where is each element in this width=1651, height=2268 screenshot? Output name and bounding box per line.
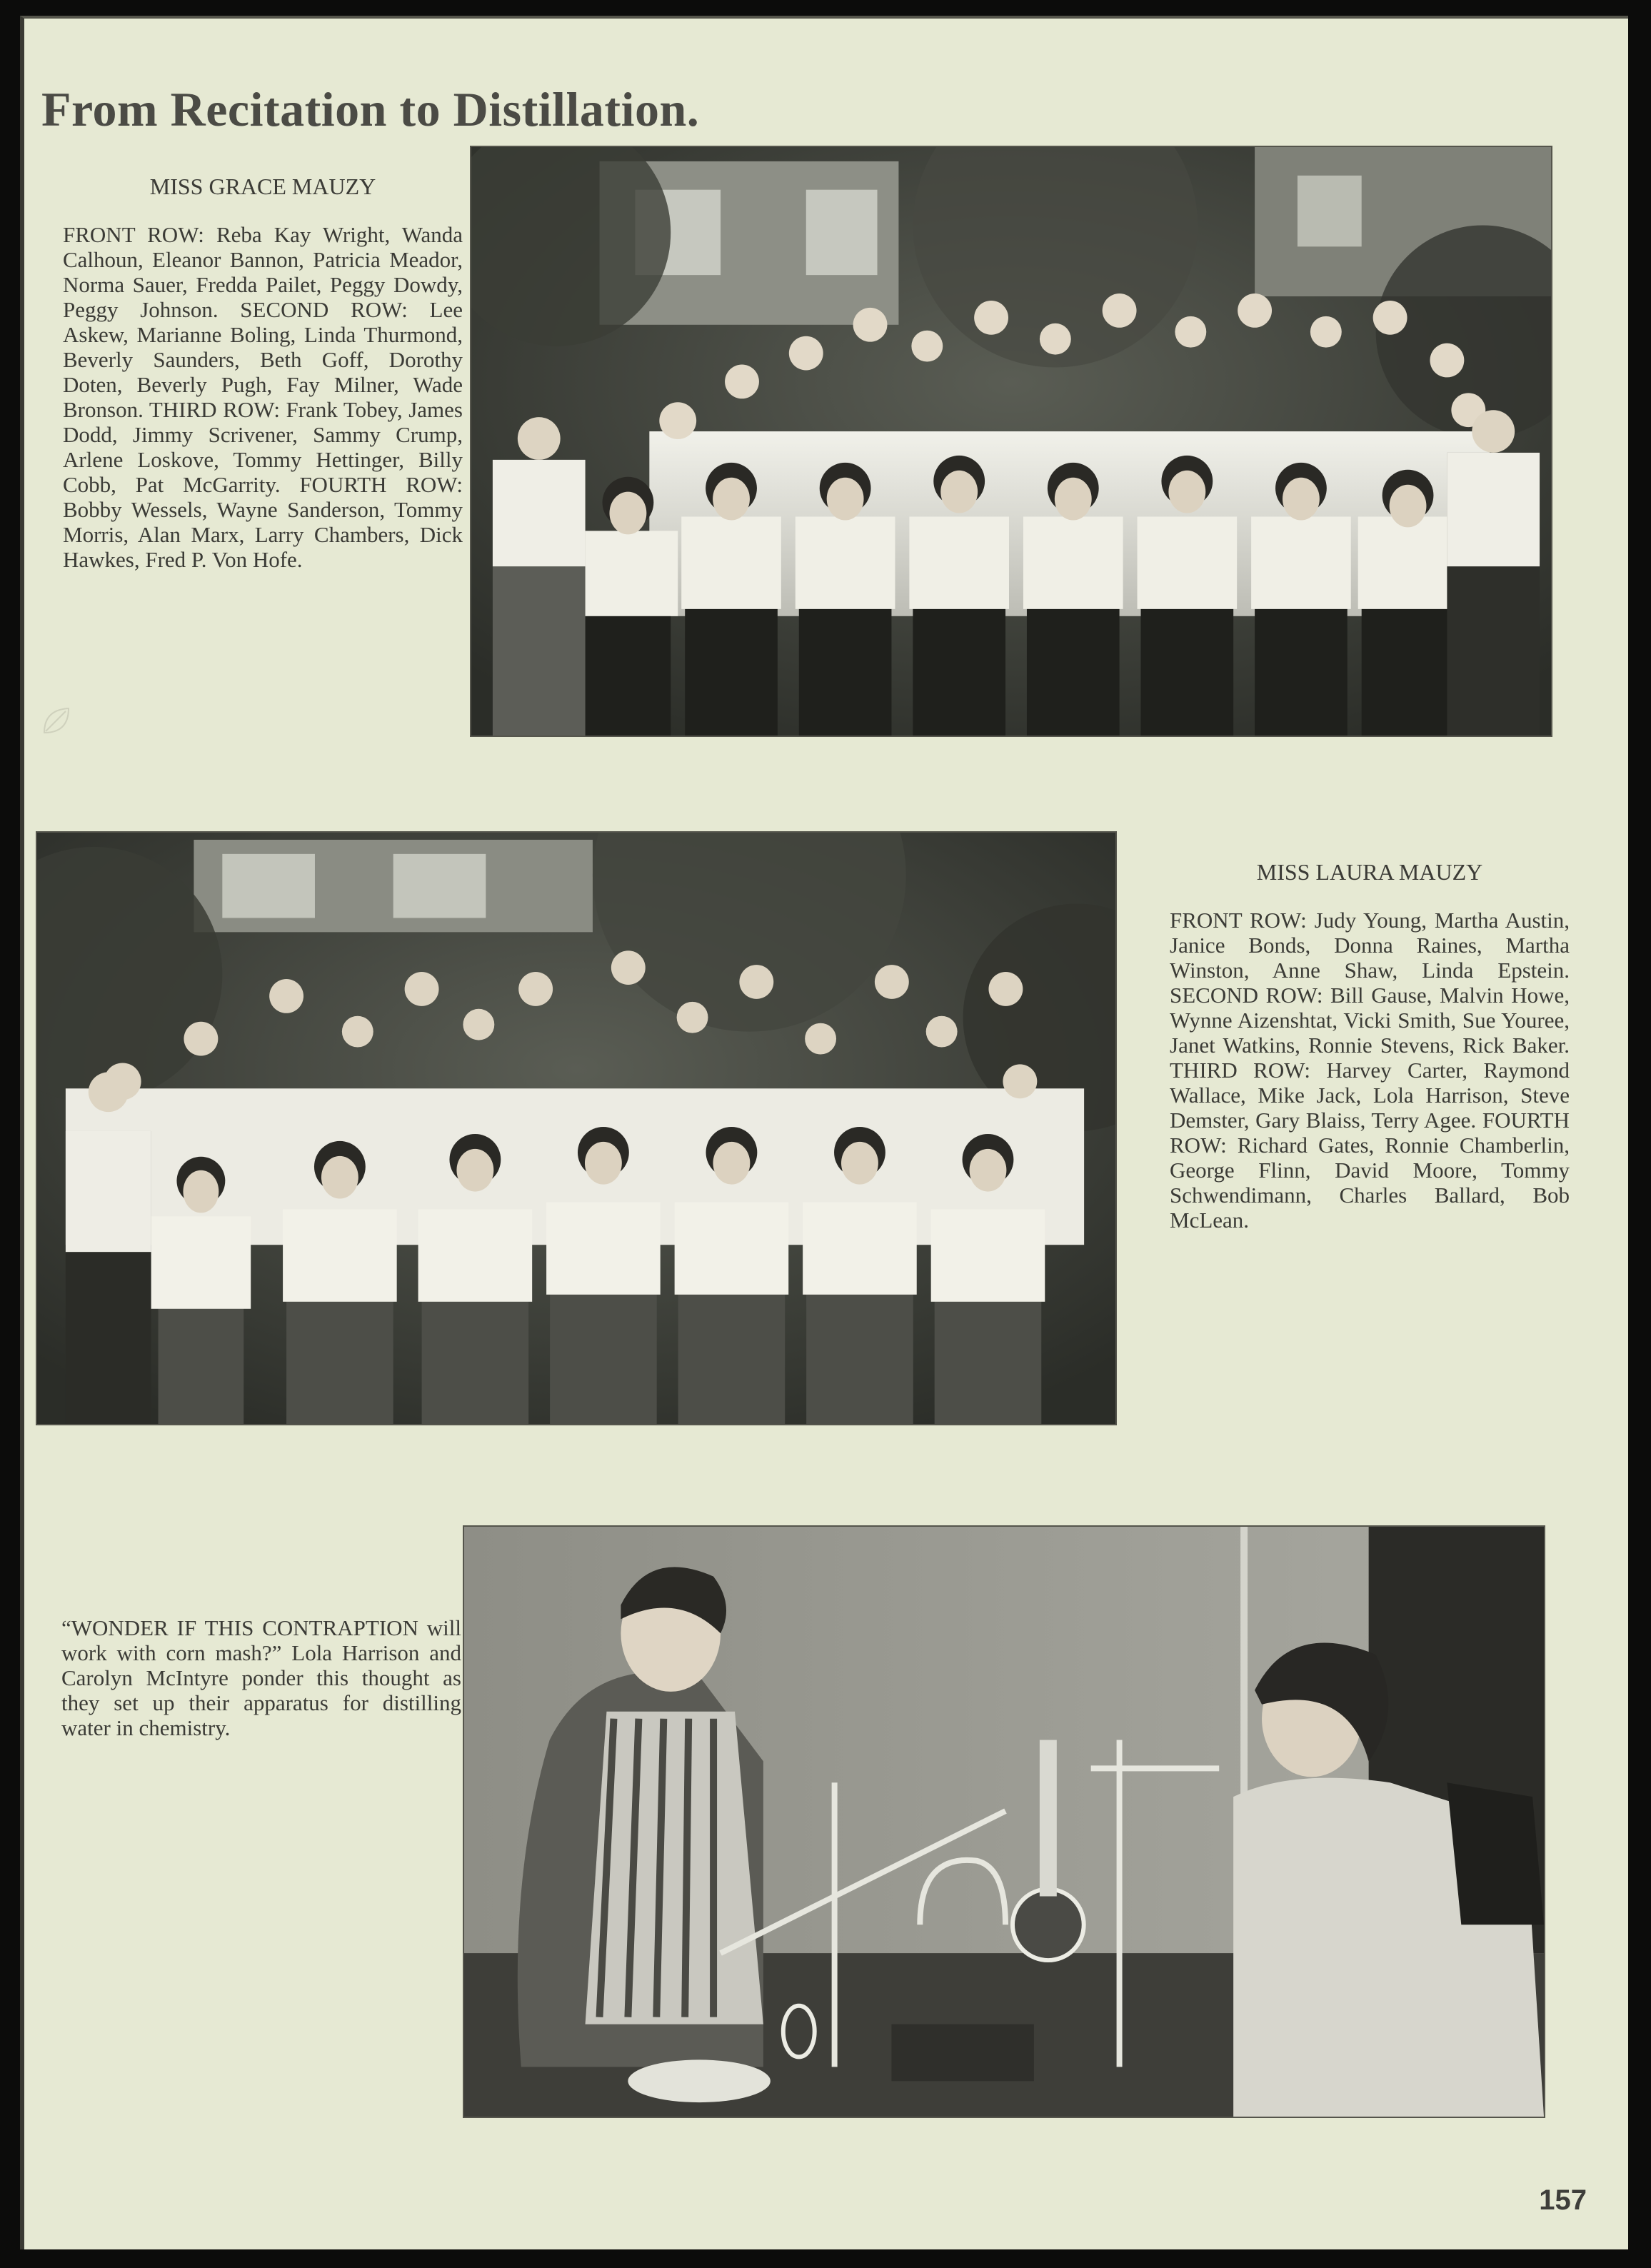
page-title: From Recitation to Distillation. — [41, 82, 700, 136]
group-photo-image — [37, 833, 1115, 1424]
chemistry-lab-photo — [463, 1525, 1545, 2118]
teacher-name: MISS LAURA MAUZY — [1256, 859, 1483, 885]
grace-mauzy-caption — [63, 174, 463, 572]
laura-mauzy-caption — [1170, 860, 1570, 1233]
class-roster: FRONT ROW: Judy Young, Martha Austin, Janice Bonds, Donna Raines, Martha Winston, Anne Shaw, Linda Epstein. SECOND ROW: Bill Gause, Malvin Howe, Wynne Aizenshtat, Vicki Smith, Sue Youree, Janet Watkins, Ronnie Stevens, Rick Baker. THIRD ROW: Harvey Carter, Raymond Wallace, Mike Jack, Lola Harrison, Steve Demster, Gary Blaiss, Terry Agee. FOURTH ROW: Richard Gates, Ronnie Chamberlin, George Flinn, David Moore, Tommy Schwendimann, Charles Ballard, Bob McLean. — [1170, 908, 1570, 1233]
class-group-photo-grace-mauzy — [470, 146, 1552, 737]
lab-photo-image — [464, 1527, 1544, 2117]
class-roster: FRONT ROW: Reba Kay Wright, Wanda Calhoun, Eleanor Bannon, Patricia Meador, Norma Sauer, Fredda Pailet, Peggy Dowdy, Peggy Johnson. SECOND ROW: Lee Askew, Marianne Boling, Linda Thurmond, Beverly Saunders, Beth Goff, Dorothy Doten, Beverly Pugh, Fay Milner, Wade Bronson. THIRD ROW: Frank Tobey, James Dodd, Jimmy Scrivener, Sammy Crump, Arlene Loskove, Tommy Hettinger, Billy Cobb, Pat McGarrity. FOURTH ROW: Bobby Wessels, Wayne Sanderson, Tommy Morris, Alan Marx, Larry Chambers, Dick Hawkes, Fred P. Von Hofe. — [63, 222, 463, 572]
photo-caption-text: “WONDER IF THIS CONTRAPTION will work with corn mash?” Lola Harrison and Carolyn McIntyre ponder this thought as they set up their apparatus for distilling water in chemistry. — [61, 1615, 461, 1740]
teacher-name: MISS GRACE MAUZY — [149, 174, 376, 199]
yearbook-page — [20, 16, 1628, 2249]
chemistry-photo-caption — [61, 1615, 461, 1740]
group-photo-image — [471, 147, 1551, 736]
class-group-photo-laura-mauzy — [36, 831, 1117, 1425]
leaf-watermark-icon — [40, 704, 73, 737]
page-number: 157 — [1539, 2184, 1587, 2216]
